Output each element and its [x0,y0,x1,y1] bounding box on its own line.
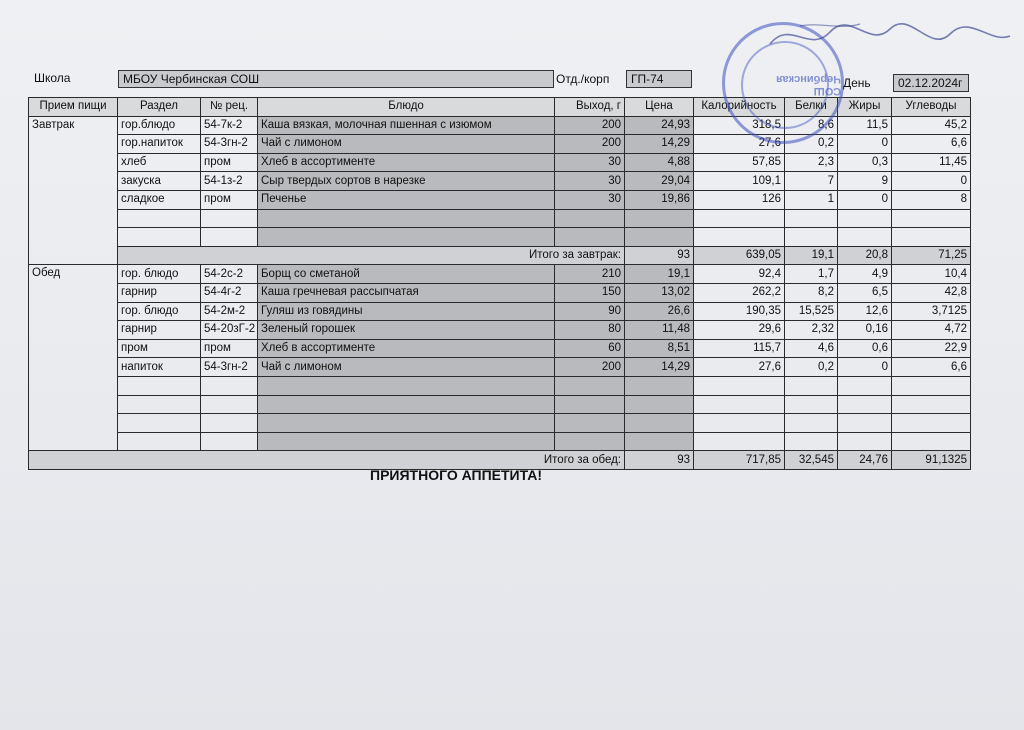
cell-carbs: 10,4 [892,265,971,284]
cell-recipe: пром [201,339,258,358]
cell-fat: 0 [838,358,892,377]
cell-recipe: 54-2с-2 [201,265,258,284]
total-protein: 19,1 [785,246,838,265]
cell-carbs: 0 [892,172,971,191]
cell-recipe: 54-3гн-2 [201,358,258,377]
table-header-row [29,98,971,117]
cell-section: закуска [118,172,201,191]
total-fat: 24,76 [838,451,892,470]
menu-table [28,97,971,470]
total-fat: 20,8 [838,246,892,265]
cell-section: гор.напиток [118,135,201,154]
total-price: 93 [625,246,694,265]
table-row [29,265,971,284]
cell-protein: 4,6 [785,339,838,358]
cell-section: сладкое [118,190,201,209]
col-yield: Выход, г [555,98,625,117]
col-recipe: № рец. [201,98,258,117]
cell-calories: 92,4 [694,265,785,284]
cell-fat: 0,16 [838,321,892,340]
cell-yield: 30 [555,190,625,209]
cell-price: 24,93 [625,116,694,135]
cell-fat: 9 [838,172,892,191]
cell-yield: 210 [555,265,625,284]
cell-protein: 8,6 [785,116,838,135]
cell-protein: 0,2 [785,135,838,154]
cell-calories: 115,7 [694,339,785,358]
day-label: День [843,76,871,90]
cell-yield: 80 [555,321,625,340]
cell-calories: 27,6 [694,358,785,377]
total-carbs: 91,1325 [892,451,971,470]
table-row [29,302,971,321]
cell-carbs: 22,9 [892,339,971,358]
director-signature [760,14,1020,64]
cell-fat: 4,9 [838,265,892,284]
cell-protein: 0,2 [785,358,838,377]
table-row [29,358,971,377]
table-row [29,153,971,172]
table-row [29,116,971,135]
cell-calories: 262,2 [694,283,785,302]
cell-carbs: 6,6 [892,135,971,154]
cell-carbs: 4,72 [892,321,971,340]
footer-greeting: ПРИЯТНОГО АППЕТИТА! [370,467,543,483]
cell-section: гор.блюдо [118,116,201,135]
cell-protein: 8,2 [785,283,838,302]
col-protein: Белки [785,98,838,117]
total-calories: 717,85 [694,451,785,470]
cell-price: 29,04 [625,172,694,191]
cell-dish: Хлеб в ассортименте [258,339,555,358]
cell-carbs: 8 [892,190,971,209]
col-dish: Блюдо [258,98,555,117]
empty-row [29,228,971,247]
total-protein: 32,545 [785,451,838,470]
cell-recipe: 54-1з-2 [201,172,258,191]
cell-dish: Каша гречневая рассыпчатая [258,283,555,302]
table-row [29,190,971,209]
school-value: МБОУ Чербинская СОШ [118,70,554,88]
cell-yield: 90 [555,302,625,321]
cell-calories: 29,6 [694,321,785,340]
cell-dish: Чай с лимоном [258,135,555,154]
cell-section: напиток [118,358,201,377]
col-section: Раздел [118,98,201,117]
school-label: Школа [34,71,71,85]
cell-yield: 200 [555,135,625,154]
cell-dish: Хлеб в ассортименте [258,153,555,172]
cell-recipe: 54-4г-2 [201,283,258,302]
cell-fat: 0 [838,135,892,154]
cell-price: 19,86 [625,190,694,209]
cell-section: пром [118,339,201,358]
cell-dish: Сыр твердых сортов в нарезке [258,172,555,191]
cell-price: 14,29 [625,358,694,377]
cell-recipe: пром [201,153,258,172]
empty-row [29,376,971,395]
cell-calories: 190,35 [694,302,785,321]
empty-row [29,432,971,451]
total-carbs: 71,25 [892,246,971,265]
total-price: 93 [625,451,694,470]
cell-calories: 27,6 [694,135,785,154]
col-meal: Прием пищи [29,98,118,117]
cell-yield: 200 [555,116,625,135]
cell-section: гарнир [118,321,201,340]
cell-yield: 150 [555,283,625,302]
col-calories: Калорийность [694,98,785,117]
cell-calories: 126 [694,190,785,209]
cell-protein: 2,3 [785,153,838,172]
cell-dish: Борщ со сметаной [258,265,555,284]
cell-fat: 11,5 [838,116,892,135]
cell-fat: 0,3 [838,153,892,172]
cell-dish: Зеленый горошек [258,321,555,340]
table-row [29,339,971,358]
col-price: Цена [625,98,694,117]
cell-price: 13,02 [625,283,694,302]
cell-fat: 6,5 [838,283,892,302]
col-carbs: Углеводы [892,98,971,117]
cell-section: хлеб [118,153,201,172]
cell-protein: 15,525 [785,302,838,321]
empty-row [29,209,971,228]
cell-recipe: 54-20зГ-2 [201,321,258,340]
cell-yield: 60 [555,339,625,358]
cell-carbs: 3,7125 [892,302,971,321]
cell-fat: 12,6 [838,302,892,321]
cell-calories: 109,1 [694,172,785,191]
cell-calories: 57,85 [694,153,785,172]
breakfast-total-row [29,246,971,265]
cell-section: гор. блюдо [118,302,201,321]
cell-yield: 200 [555,358,625,377]
cell-carbs: 42,8 [892,283,971,302]
cell-recipe: 54-7к-2 [201,116,258,135]
empty-row [29,414,971,433]
cell-price: 11,48 [625,321,694,340]
cell-calories: 318,5 [694,116,785,135]
cell-protein: 1,7 [785,265,838,284]
empty-row [29,395,971,414]
cell-yield: 30 [555,172,625,191]
table-row [29,283,971,302]
cell-protein: 7 [785,172,838,191]
cell-recipe: пром [201,190,258,209]
cell-dish: Каша вязкая, молочная пшенная с изюмом [258,116,555,135]
cell-price: 8,51 [625,339,694,358]
cell-carbs: 6,6 [892,358,971,377]
lunch-total-label: Итого за обед: [29,451,625,470]
cell-fat: 0 [838,190,892,209]
cell-recipe: 54-3гн-2 [201,135,258,154]
cell-dish: Гуляш из говядины [258,302,555,321]
cell-price: 4,88 [625,153,694,172]
meal-lunch: Обед [29,265,118,451]
meal-breakfast: Завтрак [29,116,118,265]
cell-recipe: 54-2м-2 [201,302,258,321]
cell-carbs: 11,45 [892,153,971,172]
cell-yield: 30 [555,153,625,172]
cell-price: 14,29 [625,135,694,154]
table-row [29,172,971,191]
col-fat: Жиры [838,98,892,117]
dept-label: Отд./корп [556,72,610,86]
dept-value: ГП-74 [626,70,692,88]
cell-price: 26,6 [625,302,694,321]
cell-section: гор. блюдо [118,265,201,284]
cell-protein: 2,32 [785,321,838,340]
cell-carbs: 45,2 [892,116,971,135]
cell-fat: 0,6 [838,339,892,358]
cell-dish: Печенье [258,190,555,209]
cell-protein: 1 [785,190,838,209]
date-value: 02.12.2024г [893,74,969,92]
breakfast-total-label: Итого за завтрак: [118,246,625,265]
cell-section: гарнир [118,283,201,302]
table-row [29,135,971,154]
total-calories: 639,05 [694,246,785,265]
cell-price: 19,1 [625,265,694,284]
stamp-text: СОШ Чербинская [776,73,841,97]
table-row [29,321,971,340]
cell-dish: Чай с лимоном [258,358,555,377]
